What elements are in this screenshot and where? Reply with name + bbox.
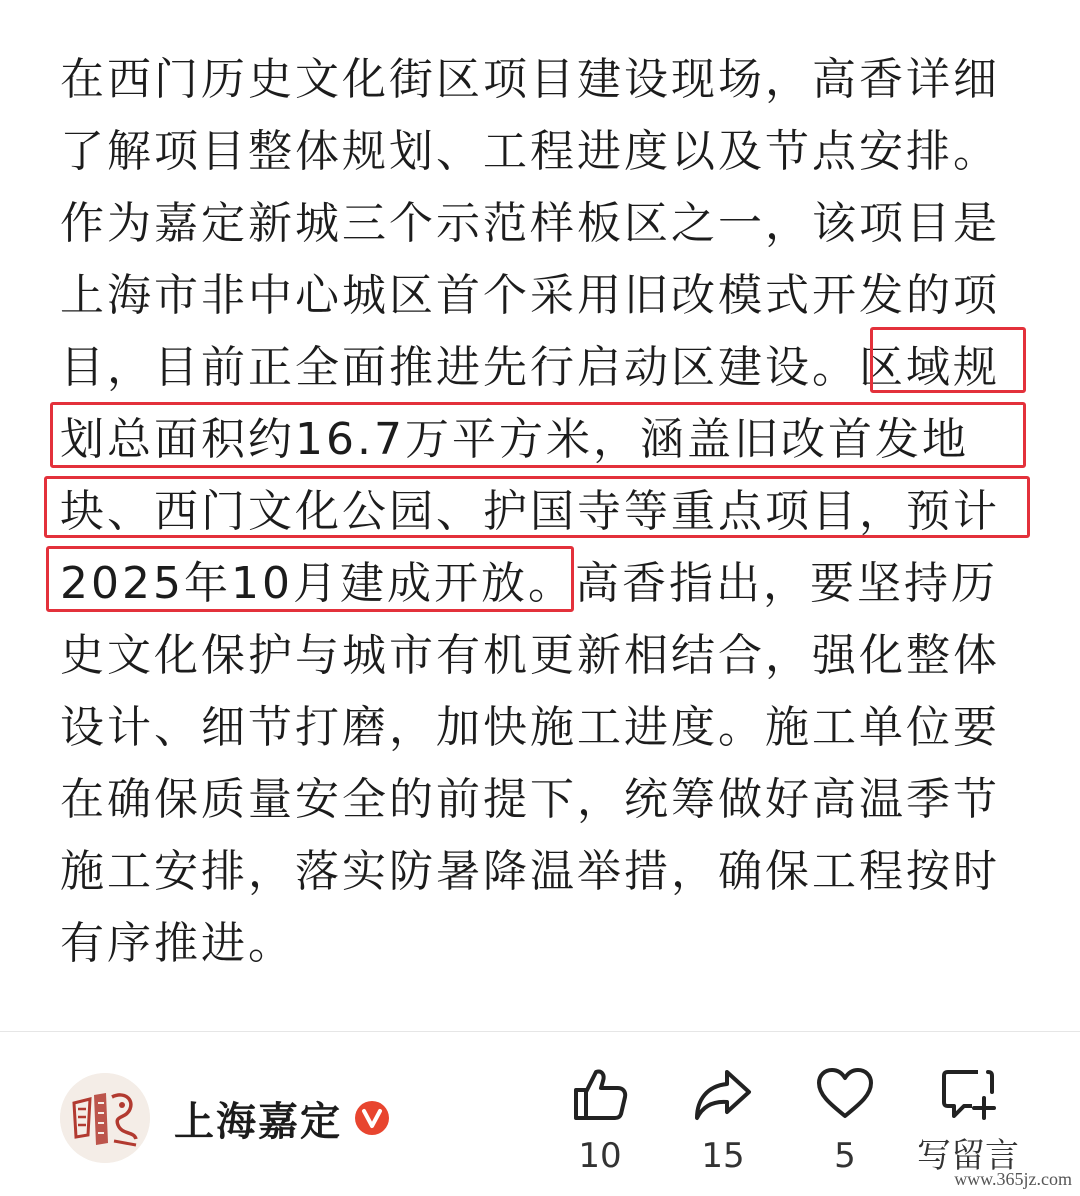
article-line: 在确保质量安全的前提下，统筹做好高温季节 xyxy=(60,774,1000,825)
article-line: 施工安排，落实防暑降温举措，确保工程按时 xyxy=(60,846,1000,897)
article-footer xyxy=(0,1032,1080,1196)
article-line: 目，目前正全面推进先行启动区建设。区域规 xyxy=(60,342,1000,393)
author-profile[interactable] xyxy=(60,1072,390,1164)
author-name[interactable]: 上海嘉定 xyxy=(174,1098,342,1145)
article-line: 块、西门文化公园、护国寺等重点项目，预计 xyxy=(60,486,1000,537)
favorite-count: 5 xyxy=(834,1136,856,1176)
share-button[interactable] xyxy=(663,1062,783,1192)
article-line: 划总面积约16.7万平方米，涵盖旧改首发地 xyxy=(60,414,969,465)
article-line: 2025年10月建成开放。高香指出，要坚持历 xyxy=(60,558,998,609)
article-line: 在西门历史文化街区项目建设现场，高香详细 xyxy=(60,54,1000,105)
share-count: 15 xyxy=(701,1136,745,1176)
article-line: 史文化保护与城市有机更新相结合，强化整体 xyxy=(60,630,1000,681)
article-line: 上海市非中心城区首个采用旧改模式开发的项 xyxy=(60,270,1000,321)
share-arrow-icon xyxy=(691,1062,755,1126)
heart-icon xyxy=(813,1062,877,1126)
article-line: 作为嘉定新城三个示范样板区之一，该项目是 xyxy=(60,198,1000,249)
verified-v-icon xyxy=(354,1100,390,1136)
thumbs-up-icon xyxy=(568,1062,632,1126)
like-count: 10 xyxy=(578,1136,622,1176)
comment-add-icon xyxy=(936,1062,1000,1126)
article-line: 有序推进。 xyxy=(60,918,295,969)
site-watermark: www.365jz.com xyxy=(954,1169,1072,1189)
article-line: 设计、细节打磨，加快施工进度。施工单位要 xyxy=(60,702,1000,753)
comment-label: 写留言 xyxy=(917,1136,1019,1176)
seal-avatar-icon[interactable] xyxy=(60,1073,150,1163)
like-button[interactable] xyxy=(540,1062,660,1192)
favorite-button[interactable] xyxy=(785,1062,905,1192)
article-line: 了解项目整体规划、工程进度以及节点安排。 xyxy=(60,126,1000,177)
